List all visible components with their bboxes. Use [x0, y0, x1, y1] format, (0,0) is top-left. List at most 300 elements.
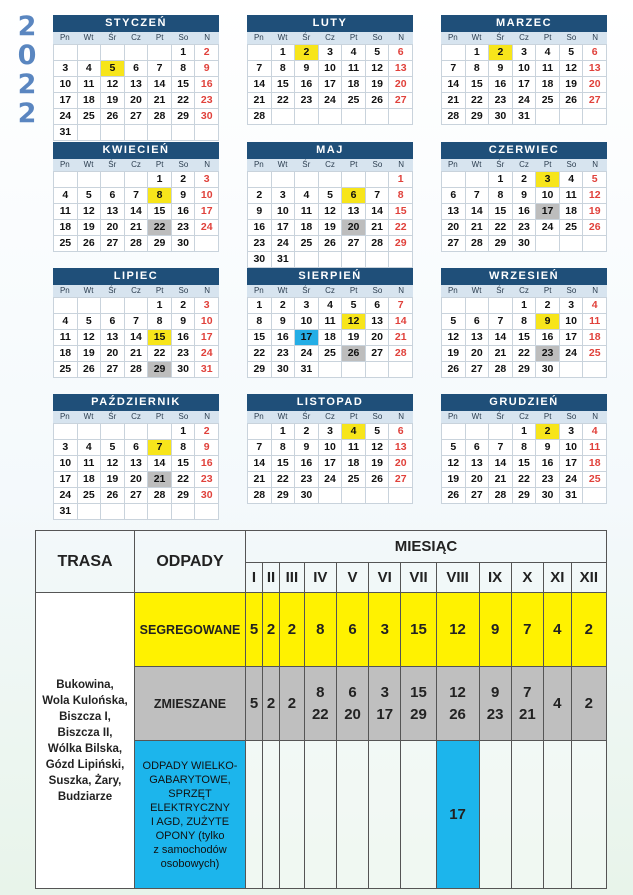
day-cell: 27 [389, 472, 413, 488]
pickup-day-cell [571, 741, 606, 889]
day-cell: 23 [536, 472, 560, 488]
day-cell: 12 [560, 61, 584, 77]
empty-cell [342, 109, 366, 125]
day-cell: 30 [272, 362, 296, 378]
day-cell: 1 [489, 172, 513, 188]
weekday-label: N [398, 412, 405, 421]
day-cell: 2 [272, 298, 296, 314]
day-cell: 18 [78, 93, 102, 109]
day-cell: 16 [195, 456, 219, 472]
day-cell: 23 [272, 346, 296, 362]
day-cell: 8 [272, 61, 296, 77]
day-cell: 9 [295, 61, 319, 77]
pickup-day: 2 [266, 694, 276, 712]
pickup-day-cell [511, 593, 543, 667]
pickup-day-cell [401, 741, 436, 889]
pickup-day-cell [263, 741, 280, 889]
day-grid [441, 423, 607, 504]
day-cell: 4 [583, 424, 607, 440]
weekday-label: So [372, 160, 383, 169]
day-cell: 10 [319, 440, 343, 456]
day-cell: 24 [319, 472, 343, 488]
day-cell: 9 [172, 314, 196, 330]
trasa-line: Bukowina, [56, 678, 114, 691]
day-cell: 9 [536, 314, 560, 330]
empty-cell [78, 172, 102, 188]
empty-cell [101, 298, 125, 314]
trasa-header: TRASA [36, 531, 135, 593]
pickup-day: 4 [553, 620, 562, 638]
pickup-day: 15 [410, 683, 427, 701]
day-cell: 2 [536, 424, 560, 440]
pickup-day: 17 [376, 705, 394, 723]
day-cell: 3 [54, 61, 78, 77]
day-cell: 4 [536, 45, 560, 61]
pickup-day-cell [401, 593, 436, 667]
empty-cell [195, 236, 219, 252]
day-cell: 14 [148, 456, 172, 472]
pickup-day: 5 [249, 694, 259, 712]
weekday-label: Śr [108, 33, 117, 42]
day-cell: 4 [583, 298, 607, 314]
miesiac-header: MIESIĄC [246, 531, 607, 563]
weekday-label: Pn [253, 412, 264, 421]
day-cell: 19 [442, 472, 466, 488]
day-cell: 30 [172, 236, 196, 252]
day-cell: 14 [148, 77, 172, 93]
day-cell: 19 [78, 346, 102, 362]
month-calendar [441, 15, 607, 125]
day-cell: 21 [248, 93, 272, 109]
day-cell: 9 [272, 314, 296, 330]
pickup-day-cell [336, 741, 368, 889]
day-cell: 4 [342, 45, 366, 61]
day-cell: 27 [466, 362, 490, 378]
day-cell: 22 [389, 220, 413, 236]
day-cell: 5 [366, 424, 390, 440]
weekday-header [53, 159, 219, 171]
pickup-day: 6 [348, 683, 357, 701]
day-cell: 12 [366, 61, 390, 77]
pickup-day-cell [436, 593, 479, 667]
day-cell: 3 [272, 188, 296, 204]
day-cell: 6 [389, 424, 413, 440]
empty-cell [583, 488, 607, 504]
day-cell: 26 [560, 93, 584, 109]
weekday-label: Wt [277, 33, 288, 42]
empty-cell [272, 172, 296, 188]
empty-cell [101, 504, 125, 520]
pickup-day: 22 [311, 705, 329, 723]
day-cell: 19 [583, 204, 607, 220]
day-cell: 15 [389, 204, 413, 220]
weekday-label: Śr [108, 160, 117, 169]
day-cell: 6 [466, 440, 490, 456]
empty-cell [560, 109, 584, 125]
weekday-header [53, 411, 219, 423]
day-cell: 29 [248, 362, 272, 378]
weekday-header [247, 32, 413, 44]
day-cell: 8 [172, 61, 196, 77]
day-cell: 2 [172, 172, 196, 188]
trasa-line: Wola Kulońska, [42, 694, 128, 707]
empty-cell [489, 424, 513, 440]
empty-cell [101, 424, 125, 440]
pickup-day-cell [479, 667, 511, 741]
empty-cell [442, 45, 466, 61]
pickup-day-cell [246, 741, 263, 889]
pickup-day: 29 [410, 705, 427, 723]
pickup-day: 26 [449, 705, 466, 723]
day-cell: 28 [125, 362, 149, 378]
day-cell: 30 [536, 488, 560, 504]
day-cell: 1 [513, 298, 537, 314]
day-cell: 29 [389, 236, 413, 252]
day-cell: 27 [466, 488, 490, 504]
day-grid [53, 171, 219, 252]
day-cell: 22 [148, 346, 172, 362]
empty-cell [295, 172, 319, 188]
day-cell: 12 [442, 456, 466, 472]
day-cell: 28 [389, 346, 413, 362]
day-cell: 22 [466, 93, 490, 109]
odpady-header: ODPADY [135, 531, 246, 593]
weekday-label: Pn [447, 286, 458, 295]
day-cell: 24 [54, 109, 78, 125]
month-name: WRZESIEŃ [441, 268, 607, 285]
weekday-label: Śr [302, 412, 311, 421]
weekday-label: Pn [253, 286, 264, 295]
day-cell: 24 [560, 472, 584, 488]
day-cell: 14 [442, 77, 466, 93]
empty-cell [54, 45, 78, 61]
day-cell: 26 [101, 109, 125, 125]
empty-cell [319, 252, 343, 268]
pickup-day: 15 [410, 620, 427, 638]
weekday-label: Wt [277, 160, 288, 169]
weekday-label: Cz [131, 286, 141, 295]
day-cell: 6 [466, 314, 490, 330]
day-cell: 8 [172, 440, 196, 456]
day-cell: 19 [101, 472, 125, 488]
pickup-day-cell [336, 593, 368, 667]
empty-cell [389, 109, 413, 125]
day-cell: 21 [442, 93, 466, 109]
year-label [14, 12, 40, 128]
weekday-label: Pn [447, 412, 458, 421]
pickup-day-cell [479, 741, 511, 889]
month-name: GRUDZIEŃ [441, 394, 607, 411]
day-cell: 23 [295, 472, 319, 488]
day-cell: 18 [319, 330, 343, 346]
day-cell: 15 [172, 77, 196, 93]
day-cell: 22 [272, 93, 296, 109]
day-cell: 3 [536, 172, 560, 188]
weekday-label: So [178, 160, 189, 169]
day-cell: 10 [54, 77, 78, 93]
empty-cell [583, 236, 607, 252]
day-cell: 10 [560, 314, 584, 330]
schedule-table [35, 530, 607, 889]
day-cell: 9 [248, 204, 272, 220]
month-name: CZERWIEC [441, 142, 607, 159]
day-cell: 21 [125, 346, 149, 362]
day-cell: 14 [489, 456, 513, 472]
pickup-day: 9 [490, 683, 500, 701]
day-cell: 15 [248, 330, 272, 346]
weekday-label: Śr [108, 286, 117, 295]
month-numeral: XII [571, 563, 606, 593]
day-cell: 20 [583, 77, 607, 93]
day-cell: 2 [489, 45, 513, 61]
day-cell: 5 [366, 45, 390, 61]
weekday-label: Wt [471, 412, 482, 421]
day-cell: 6 [583, 45, 607, 61]
day-cell: 10 [536, 188, 560, 204]
weekday-label: Śr [302, 33, 311, 42]
day-cell: 3 [295, 298, 319, 314]
empty-cell [78, 125, 102, 141]
pickup-day: 2 [584, 620, 593, 638]
day-grid [247, 423, 413, 504]
day-cell: 12 [101, 456, 125, 472]
category-line: I AGD, ZUŻYTE [150, 815, 230, 828]
empty-cell [101, 172, 125, 188]
weekday-header [53, 32, 219, 44]
trasa-line: Suszka, Żary, [48, 774, 122, 787]
day-cell: 1 [148, 172, 172, 188]
day-cell: 23 [172, 220, 196, 236]
day-cell: 4 [78, 440, 102, 456]
empty-cell [319, 362, 343, 378]
day-cell: 3 [195, 172, 219, 188]
empty-cell [148, 45, 172, 61]
day-cell: 25 [54, 236, 78, 252]
day-cell: 26 [366, 472, 390, 488]
weekday-header [247, 411, 413, 423]
day-cell: 14 [489, 330, 513, 346]
day-cell: 15 [489, 204, 513, 220]
weekday-label: So [566, 33, 577, 42]
empty-cell [148, 125, 172, 141]
day-cell: 18 [583, 330, 607, 346]
day-cell: 12 [342, 314, 366, 330]
weekday-label: N [592, 33, 599, 42]
day-cell: 8 [513, 440, 537, 456]
weekday-label: So [178, 33, 189, 42]
day-cell: 17 [560, 330, 584, 346]
month-numeral: VII [401, 563, 436, 593]
weekday-label: N [592, 412, 599, 421]
day-cell: 7 [366, 188, 390, 204]
day-cell: 24 [54, 488, 78, 504]
day-cell: 14 [366, 204, 390, 220]
day-cell: 12 [101, 77, 125, 93]
day-cell: 6 [125, 440, 149, 456]
day-cell: 24 [195, 346, 219, 362]
day-cell: 26 [442, 488, 466, 504]
day-cell: 6 [366, 298, 390, 314]
empty-cell [54, 172, 78, 188]
day-cell: 6 [389, 45, 413, 61]
day-cell: 19 [366, 456, 390, 472]
day-cell: 16 [248, 220, 272, 236]
empty-cell [342, 172, 366, 188]
day-cell: 20 [389, 456, 413, 472]
day-cell: 24 [295, 346, 319, 362]
day-cell: 24 [272, 236, 296, 252]
month-name: SIERPIEŃ [247, 268, 413, 285]
weekday-label: Wt [83, 160, 94, 169]
weekday-label: Śr [496, 412, 505, 421]
day-cell: 16 [295, 456, 319, 472]
weekday-label: Pn [253, 33, 264, 42]
empty-cell [148, 504, 172, 520]
day-cell: 7 [442, 61, 466, 77]
day-cell: 23 [536, 346, 560, 362]
day-cell: 11 [54, 204, 78, 220]
day-cell: 25 [342, 472, 366, 488]
day-cell: 14 [466, 204, 490, 220]
day-cell: 11 [536, 61, 560, 77]
day-cell: 7 [248, 61, 272, 77]
day-cell: 25 [295, 236, 319, 252]
day-cell: 26 [78, 236, 102, 252]
day-cell: 10 [195, 314, 219, 330]
pickup-day-cell [511, 741, 543, 889]
empty-cell [366, 109, 390, 125]
empty-cell [442, 172, 466, 188]
day-cell: 13 [125, 77, 149, 93]
weekday-label: Wt [277, 286, 288, 295]
day-cell: 22 [172, 472, 196, 488]
empty-cell [248, 424, 272, 440]
day-cell: 25 [78, 109, 102, 125]
weekday-label: So [372, 286, 383, 295]
weekday-label: Wt [83, 412, 94, 421]
day-cell: 5 [583, 172, 607, 188]
empty-cell [319, 109, 343, 125]
day-cell: 6 [342, 188, 366, 204]
day-cell: 27 [101, 236, 125, 252]
weekday-label: So [566, 286, 577, 295]
day-cell: 26 [101, 488, 125, 504]
empty-cell [125, 504, 149, 520]
day-cell: 5 [442, 440, 466, 456]
pickup-day-cell [336, 667, 368, 741]
day-cell: 20 [466, 346, 490, 362]
empty-cell [125, 125, 149, 141]
empty-cell [319, 488, 343, 504]
weekday-label: Pt [155, 286, 164, 295]
day-cell: 13 [101, 330, 125, 346]
day-cell: 19 [560, 77, 584, 93]
day-cell: 11 [560, 188, 584, 204]
weekday-label: N [204, 33, 211, 42]
day-cell: 29 [272, 488, 296, 504]
day-cell: 27 [101, 362, 125, 378]
weekday-label: N [398, 160, 405, 169]
weekday-label: Pt [349, 33, 358, 42]
month-calendar [53, 394, 219, 520]
month-numeral: IV [304, 563, 336, 593]
day-grid [53, 44, 219, 141]
category-line: ODPADY WIELKO- [142, 759, 238, 772]
day-cell: 19 [319, 220, 343, 236]
day-cell: 17 [195, 204, 219, 220]
pickup-day: 12 [449, 620, 466, 638]
day-cell: 23 [195, 472, 219, 488]
empty-cell [583, 362, 607, 378]
weekday-label: N [204, 160, 211, 169]
day-cell: 28 [125, 236, 149, 252]
day-cell: 27 [442, 236, 466, 252]
day-cell: 27 [583, 93, 607, 109]
empty-cell [78, 504, 102, 520]
day-cell: 17 [54, 93, 78, 109]
day-cell: 29 [148, 362, 172, 378]
pickup-day-cell [571, 667, 606, 741]
day-cell: 25 [342, 93, 366, 109]
day-cell: 7 [389, 298, 413, 314]
day-cell: 30 [513, 236, 537, 252]
day-cell: 9 [195, 440, 219, 456]
day-cell: 28 [148, 109, 172, 125]
day-cell: 13 [366, 314, 390, 330]
day-cell: 14 [125, 204, 149, 220]
day-cell: 1 [272, 45, 296, 61]
day-cell: 12 [78, 204, 102, 220]
weekday-label: So [372, 33, 383, 42]
day-cell: 3 [319, 45, 343, 61]
day-cell: 7 [125, 314, 149, 330]
day-cell: 16 [172, 330, 196, 346]
day-cell: 30 [248, 252, 272, 268]
weekday-label: So [178, 412, 189, 421]
pickup-day: 5 [249, 620, 259, 638]
day-cell: 12 [442, 330, 466, 346]
empty-cell [248, 172, 272, 188]
pickup-day-cell [304, 741, 336, 889]
waste-category [135, 741, 246, 889]
day-cell: 20 [101, 220, 125, 236]
day-cell: 12 [319, 204, 343, 220]
day-cell: 23 [195, 93, 219, 109]
weekday-label: N [398, 286, 405, 295]
day-cell: 17 [513, 77, 537, 93]
weekday-header [441, 159, 607, 171]
day-cell: 19 [78, 220, 102, 236]
day-cell: 17 [319, 456, 343, 472]
weekday-label: N [398, 33, 405, 42]
day-cell: 8 [248, 314, 272, 330]
day-cell: 27 [125, 488, 149, 504]
day-cell: 28 [489, 488, 513, 504]
day-cell: 24 [319, 93, 343, 109]
empty-cell [342, 362, 366, 378]
day-cell: 5 [78, 314, 102, 330]
month-numeral: XI [543, 563, 571, 593]
weekday-label: So [566, 412, 577, 421]
day-cell: 8 [148, 314, 172, 330]
pickup-day-cell [304, 667, 336, 741]
day-cell: 28 [248, 488, 272, 504]
day-cell: 21 [148, 472, 172, 488]
pickup-day-cell [246, 667, 263, 741]
weekday-header [441, 285, 607, 297]
empty-cell [560, 362, 584, 378]
empty-cell [536, 109, 560, 125]
